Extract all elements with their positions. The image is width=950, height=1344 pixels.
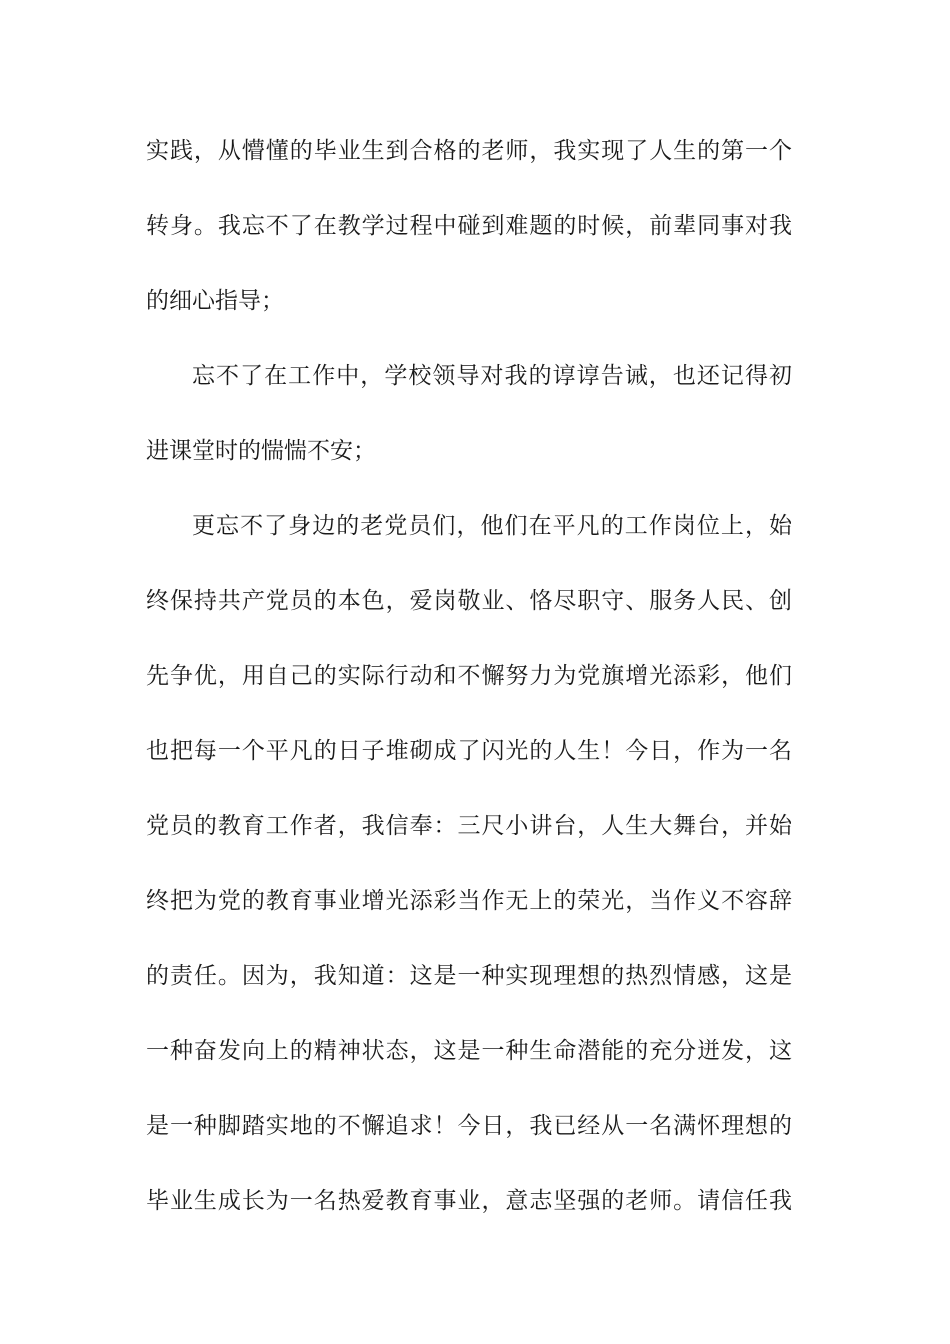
- text-line: 转身。我忘不了在教学过程中碰到难题的时候，前辈同事对我: [146, 213, 792, 239]
- text-line: 毕业生成长为一名热爱教育事业，意志坚强的老师。请信任我: [146, 1188, 792, 1214]
- text-line: 的责任。因为，我知道：这是一种实现理想的热烈情感，这是: [146, 963, 792, 989]
- text-line: 实践，从懵懂的毕业生到合格的老师，我实现了人生的第一个: [146, 138, 792, 164]
- text-line: 一种奋发向上的精神状态，这是一种生命潜能的充分迸发，这: [146, 1038, 792, 1064]
- text-line: 终把为党的教育事业增光添彩当作无上的荣光，当作义不容辞: [146, 888, 792, 914]
- body-text: [146, 128, 792, 1253]
- text-line: 先争优，用自己的实际行动和不懈努力为党旗增光添彩，他们: [146, 663, 792, 689]
- text-line: 也把每一个平凡的日子堆砌成了闪光的人生！今日，作为一名: [146, 738, 792, 764]
- text-line: 终保持共产党员的本色，爱岗敬业、恪尽职守、服务人民、创: [146, 588, 792, 614]
- text-line: 党员的教育工作者，我信奉：三尺小讲台，人生大舞台，并始: [146, 813, 792, 839]
- text-line: 更忘不了身边的老党员们，他们在平凡的工作岗位上，始: [192, 513, 792, 539]
- text-line: 的细心指导；: [146, 288, 284, 314]
- text-line: 忘不了在工作中，学校领导对我的谆谆告诫，也还记得初: [192, 363, 792, 389]
- text-line: 进课堂时的惴惴不安；: [146, 438, 376, 464]
- text-line: 是一种脚踏实地的不懈追求！今日，我已经从一名满怀理想的: [146, 1113, 792, 1139]
